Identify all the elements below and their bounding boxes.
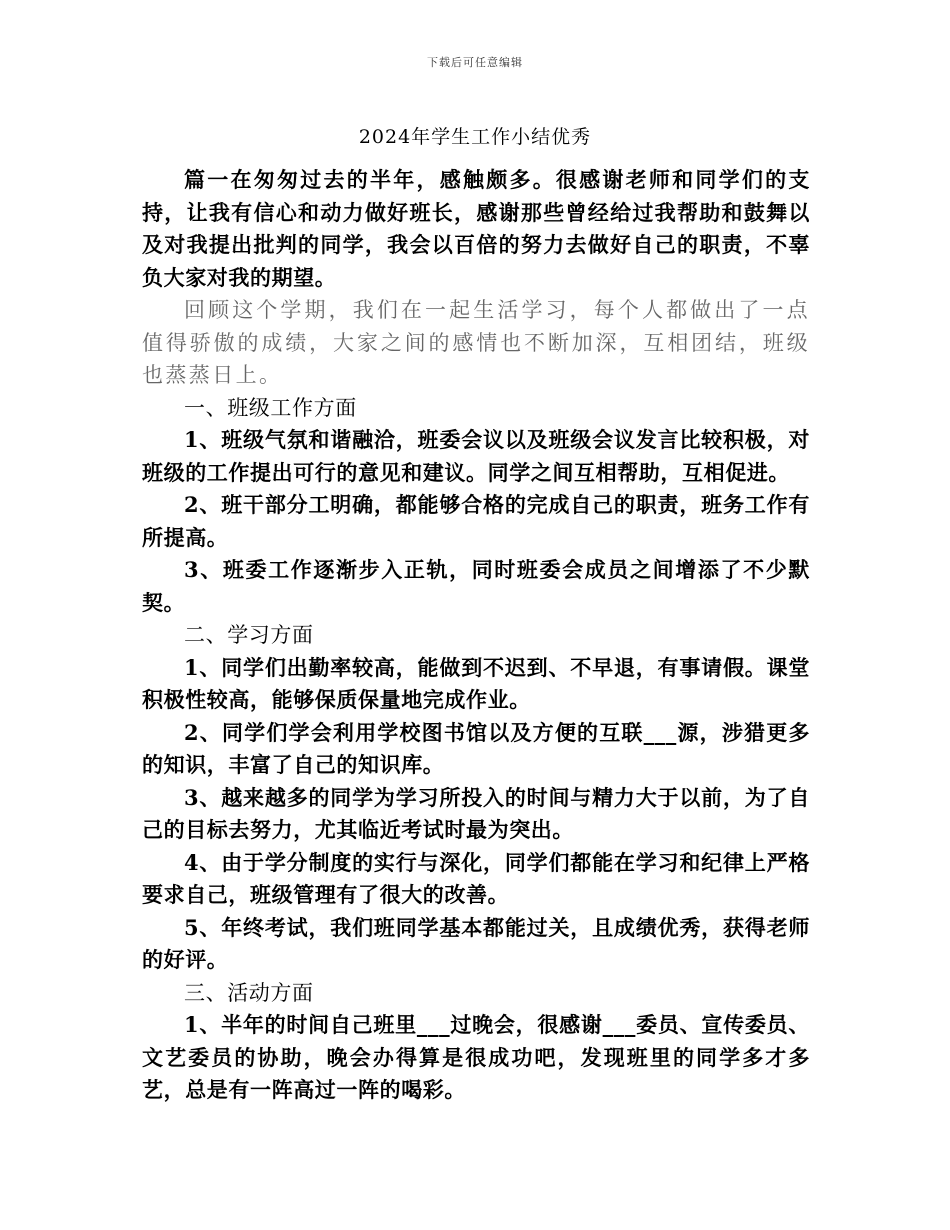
paragraph-intro: 篇一在匆匆过去的半年，感触颇多。很感谢老师和同学们的支持，让我有信心和动力做好班长，感谢那些曾经给过我帮助和鼓舞以及对我提出批判的同学，我会以百倍的努力去做好自己的职责，不辜负大家对我的期望。 [142,167,810,290]
paragraph-class-work-3: 3、班委工作逐渐步入正轨，同时班委会成员之间增添了不少默契。 [142,557,810,615]
document-body [142,164,810,1107]
section-heading-activities: 三、活动方面 [184,980,314,1005]
document-title: 2024年学生工作小结优秀 [358,126,592,148]
paragraph-review: 回顾这个学期，我们在一起生活学习，每个人都做出了一点值得骄傲的成绩，大家之间的感情也不断加深，互相团结，班级也蒸蒸日上。 [142,298,810,387]
header-note: 下载后可任意编辑 [427,56,523,69]
paragraph-class-work-2: 2、班干部分工明确，都能够合格的完成自己的职责，班务工作有所提高。 [142,492,810,550]
paragraph-study-4: 4、由于学分制度的实行与深化，同学们都能在学习和纪律上严格要求自己，班级管理有了很大的改善。 [142,849,810,907]
paragraph-class-work-1: 1、班级气氛和谐融洽，班委会议以及班级会议发言比较积极，对班级的工作提出可行的意见和建议。同学之间互相帮助，互相促进。 [142,427,810,485]
paragraph-study-2: 2、同学们学会利用学校图书馆以及方便的互联___源，涉猎更多的知识，丰富了自己的知识库。 [142,719,810,777]
section-heading-study: 二、学习方面 [184,623,314,647]
paragraph-study-1: 1、同学们出勤率较高，能做到不迟到、不早退，有事请假。课堂积极性较高，能够保质保量地完成作业。 [142,654,810,712]
paragraph-study-5: 5、年终考试，我们班同学基本都能过关，且成绩优秀，获得老师的好评。 [142,914,810,972]
paragraph-study-3: 3、越来越多的同学为学习所投入的时间与精力大于以前，为了自己的目标去努力，尤其临近考试时最为突出。 [142,784,810,842]
section-heading-class-work: 一、班级工作方面 [184,395,357,420]
paragraph-activities-1: 1、半年的时间自己班里___过晚会，很感谢___委员、宣传委员、文艺委员的协助，晚会办得算是很成功吧，发现班里的同学多才多艺，总是有一阵高过一阵的喝彩。 [142,1012,810,1102]
